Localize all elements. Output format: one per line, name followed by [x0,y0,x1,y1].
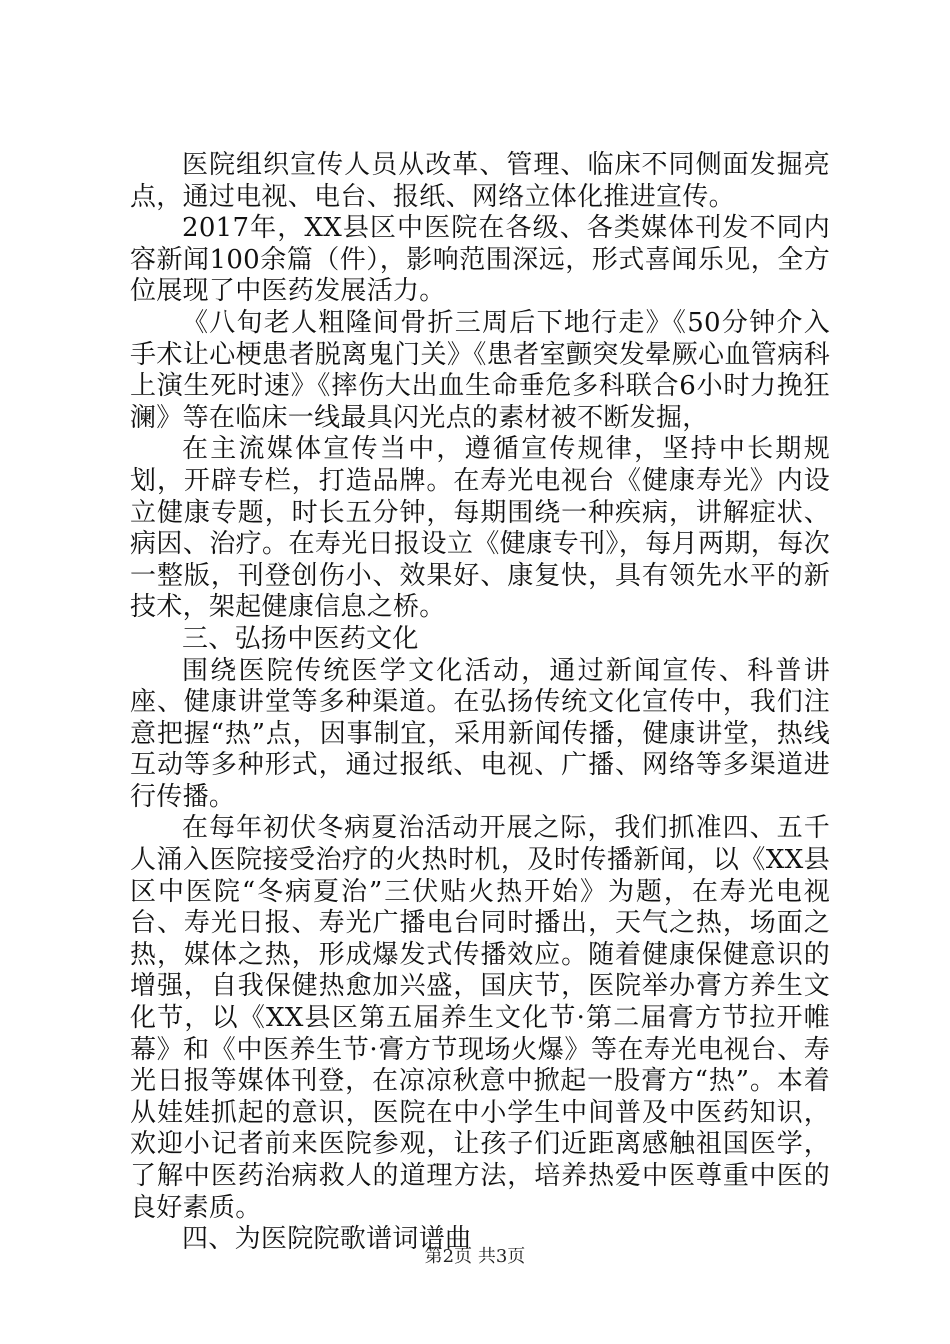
page-number-footer: 第2页 共3页 [424,1246,526,1267]
paragraph-mainstream-media: 在主流媒体宣传当中，遵循宣传规律，坚持中长期规划，开辟专栏，打造品牌。在寿光电视台《健康寿光》内设立健康专题，时长五分钟，每期围绕一种疾病，讲解症状、病因、治疗。在寿光日报设立《健康专刊》，每月两期，每次一整版，刊登创伤小、效果好、康复快，具有领先水平的新技术，架起健康信息之桥。 [130,434,830,623]
section-heading-hospital-song: 四、为医院院歌谱词谱曲 [182,1224,472,1255]
paragraph-culture-activities: 围绕医院传统医学文化活动，通过新闻宣传、科普讲座、健康讲堂等多种渠道。在弘扬传统文化宣传中，我们注意把握“热”点，因事制宜，采用新闻传播，健康讲堂，热线互动等多种形式，通过报纸、电视、广播、网络等多渠道进行传播。 [130,655,830,812]
paragraph-publicity-organization: 医院组织宣传人员从改革、管理、临床不同侧面发掘亮点，通过电视、电台、报纸、网络立体化推进宣传。 [130,150,830,212]
paragraph-2017-media-coverage: 2017年，XX县区中医院在各级、各类媒体刊发不同内容新闻100余篇（件），影响范围深远，形式喜闻乐见，全方位展现了中医药发展活力。 [130,213,830,307]
paragraph-winter-summer-treatment: 在每年初伏冬病夏治活动开展之际，我们抓准四、五千人涌入医院接受治疗的火热时机，及时传播新闻，以《XX县区中医院“冬病夏治”三伏贴火热开始》为题，在寿光电视台、寿光日报、寿光广播电台同时播出，天气之热，场面之热，媒体之热，形成爆发式传播效应。随着健康保健意识的增强，自我保健热愈加兴盛，国庆节，医院举办膏方养生文化节，以《XX县区第五届养生文化节·第二届膏方节拉开帷幕》和《中医养生节·膏方节现场火爆》等在寿光电视台、寿光日报等媒体刊登，在凉凉秋意中掀起一股膏方“热”。本着从娃娃抓起的意识，医院在中小学生中间普及中医药知识，欢迎小记者前来医院参观，让孩子们近距离感触祖国医学，了解中医药治病救人的道理方法，培养热爱中医尊重中医的良好素质。 [130,813,830,1223]
paragraph-clinical-story-titles: 《八旬老人粗隆间骨折三周后下地行走》《50分钟介入手术让心梗患者脱离鬼门关》《患者室颤突发晕厥心血管病科上演生死时速》《摔伤大出血生命垂危多科联合6小时力挽狂澜》等在临床一线最具闪光点的素材被不断发掘， [130,307,830,433]
document-body [130,150,830,1256]
section-heading-tcm-culture: 三、弘扬中医药文化 [182,623,419,654]
